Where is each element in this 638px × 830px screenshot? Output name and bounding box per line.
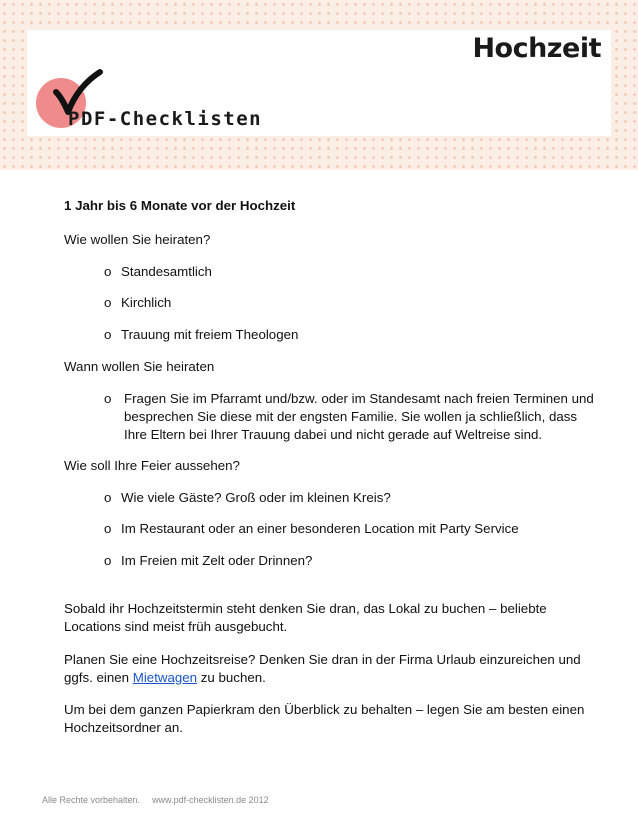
question-celebration: Wie soll Ihre Feier aussehen?	[64, 458, 240, 473]
list-item-text: Kirchlich	[121, 295, 172, 310]
paragraph-honeymoon-line2	[64, 668, 266, 687]
paragraph-text: ggfs. einen	[64, 670, 133, 685]
paragraph-folder-line2: Hochzeitsordner an.	[64, 720, 183, 735]
list-item-text-continued: besprechen Sie diese mit der engsten Familie. Sie wollen ja schließlich, dass	[124, 409, 578, 424]
paragraph-venue-line2: Locations sind meist früh ausgebucht.	[64, 619, 288, 634]
paragraph-honeymoon-line1: Planen Sie eine Hochzeitsreise? Denken Sie dran in der Firma Urlaub einzureichen und	[64, 652, 581, 667]
footer-rights: Alle Rechte vorbehalten.	[42, 795, 141, 805]
logo-text: PDF-Checklisten	[68, 108, 263, 130]
list-item-text: Standesamtlich	[121, 264, 212, 279]
bullet-marker: o	[104, 264, 112, 279]
paragraph-venue-line1: Sobald ihr Hochzeitstermin steht denken Sie dran, das Lokal zu buchen – beliebte	[64, 601, 547, 616]
list-item-text: Fragen Sie im Pfarramt und/bzw. oder im Standesamt nach freien Terminen und	[124, 391, 594, 406]
list-item-text-continued: Ihre Eltern bei Ihrer Trauung dabei und nicht gerade auf Weltreise sind.	[124, 427, 543, 442]
footer-url: www.pdf-checklisten.de 2012	[152, 795, 269, 805]
list-item-text: Trauung mit freiem Theologen	[121, 327, 299, 342]
bullet-marker: o	[104, 327, 112, 342]
paragraph-text: zu buchen.	[197, 670, 266, 685]
bullet-marker: o	[104, 521, 112, 536]
question-how: Wie wollen Sie heiraten?	[64, 232, 211, 247]
footer	[42, 795, 269, 805]
list-item-text: Im Freien mit Zelt oder Drinnen?	[121, 553, 313, 568]
list-item-text: Im Restaurant oder an einer besonderen Location mit Party Service	[121, 521, 519, 536]
question-when: Wann wollen Sie heiraten	[64, 359, 215, 374]
section-heading: 1 Jahr bis 6 Monate vor der Hochzeit	[64, 198, 296, 213]
document-title: Hochzeit	[472, 33, 601, 64]
bullet-marker: o	[104, 490, 112, 505]
bullet-marker: o	[104, 391, 112, 406]
paragraph-folder-line1: Um bei dem ganzen Papierkram den Überblick zu behalten – legen Sie am besten einen	[64, 702, 585, 717]
mietwagen-link[interactable]: Mietwagen	[132, 670, 198, 685]
list-item-text: Wie viele Gäste? Groß oder im kleinen Kreis?	[121, 490, 391, 505]
bullet-marker: o	[104, 295, 112, 310]
bullet-marker: o	[104, 553, 112, 568]
